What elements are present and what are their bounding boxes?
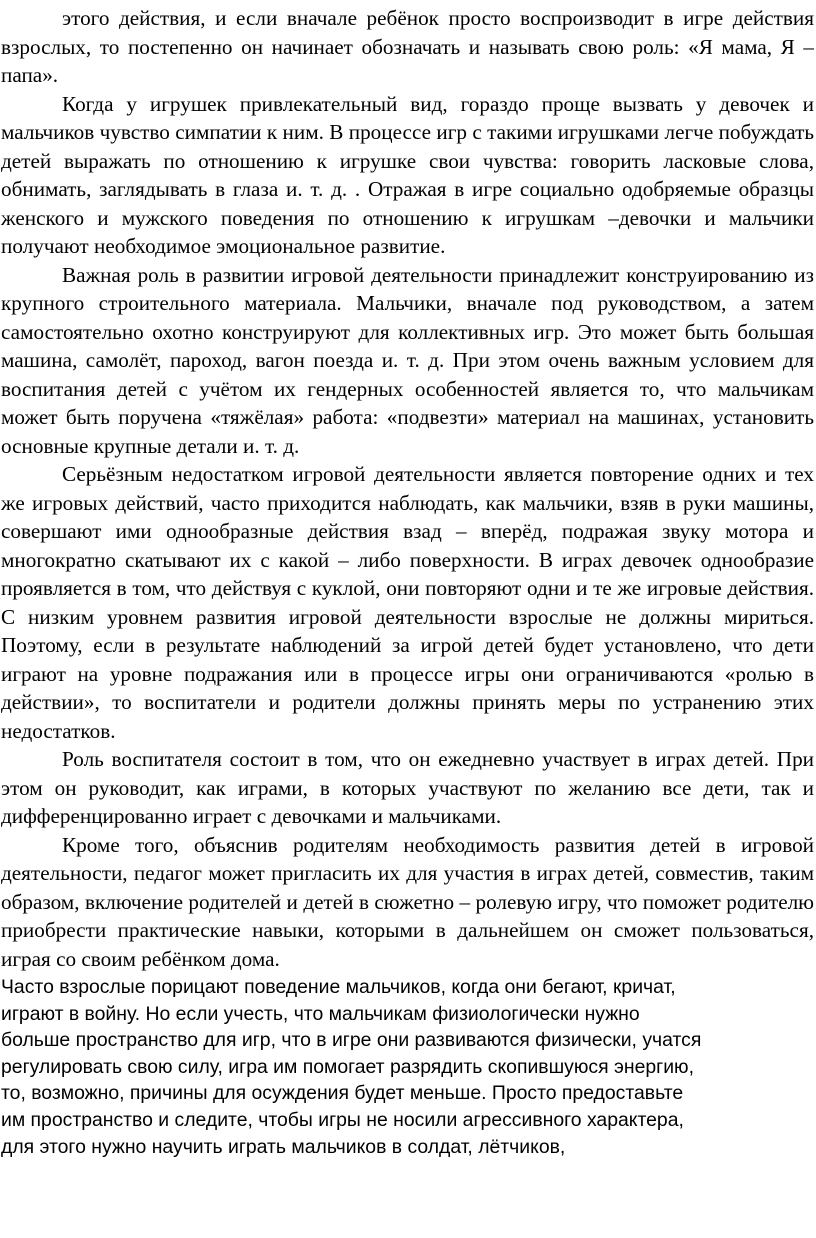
plain-line: больше пространство для игр, что в игре они развиваются физически, учатся	[1, 1029, 702, 1052]
plain-line: то, возможно, причины для осуждения будет меньше. Просто предоставьте	[1, 1082, 684, 1105]
paragraph-3: Важная роль в развитии игровой деятельности принадлежит конструированию из крупного строительного материала. Мальчики, вначале под руководством, а затем самостоятельно охотно конструируют для коллективных игр. Это может быть большая машина, самолёт, пароход, вагон поезда и. т. д. При этом очень важным условием для воспитания детей с учётом их гендерных особенностей является то, что мальчикам может быть поручена «тяжёлая» работа: «подвезти» материал на машинах, установить основные крупные детали и. т. д.	[1, 262, 814, 458]
paragraph-5: Роль воспитателя состоит в том, что он ежедневно участвует в играх детей. При этом он руководит, как играми, в которых участвуют по желанию все дети, так и дифференцированно играет с девочками и мальчиками.	[1, 747, 814, 828]
plain-line: играют в войну. Но если учесть, что мальчикам физиологически нужно	[1, 1002, 640, 1025]
plain-line: им пространство и следите, чтобы игры не носили агрессивного характера,	[1, 1108, 684, 1131]
paragraph-2: Когда у игрушек привлекательный вид, гораздо проще вызвать у девочек и мальчиков чувство симпатии к ним. В процессе игр с такими игрушками легче побуждать детей выражать по отношению к игрушке свои чувства: говорить ласковые слова, обнимать, заглядывать в глаза и. т. д. . Отражая в игре социально одобряемые образцы женского и мужского поведения по отношению к игрушкам –девочки и мальчики получают необходимое эмоциональное развитие.	[1, 91, 814, 258]
plain-line: регулировать свою силу, игра им помогает разрядить скопившуюся энергию,	[1, 1055, 694, 1078]
paragraph-1: этого действия, и если вначале ребёнок просто воспроизводит в игре действия взрослых, то постепенно он начинает обозначать и называть свою роль: «Я мама, Я – папа».	[1, 6, 814, 87]
plain-paragraph	[1, 974, 814, 1160]
paragraph-6: Кроме того, объяснив родителям необходимость развития детей в игровой деятельности, педагог может пригласить их для участия в играх детей, совместив, таким образом, включение родителей и детей в сюжетно – ролевую игру, что поможет родителю приобрести практические навыки, которыми в дальнейшем он сможет пользоваться, играя со своим ребёнком дома.	[1, 832, 814, 971]
plain-line: Часто взрослые порицают поведение мальчиков, когда они бегают, кричат,	[1, 976, 676, 998]
plain-line: для этого нужно научить играть мальчиков в солдат, лётчиков,	[1, 1135, 566, 1158]
paragraph-4: Серьёзным недостатком игровой деятельности является повторение одних и тех же игровых действий, часто приходится наблюдать, как мальчики, взяв в руки машины, совершают ими однообразные действия взад – вперёд, подражая звуку мотора и многократно скатывают их с какой – либо поверхности. В играх девочек однообразие проявляется в том, что действуя с куклой, они повторяют одни и те же игровые действия. С низким уровнем развития игровой деятельности взрослые не должны мириться. Поэтому, если в результате наблюдений за игрой детей будет установлено, что дети играют на уровне подражания или в процессе игры они ограничиваются «ролью в действии», то воспитатели и родители должны принять меры по устранению этих недостатков.	[1, 462, 814, 743]
